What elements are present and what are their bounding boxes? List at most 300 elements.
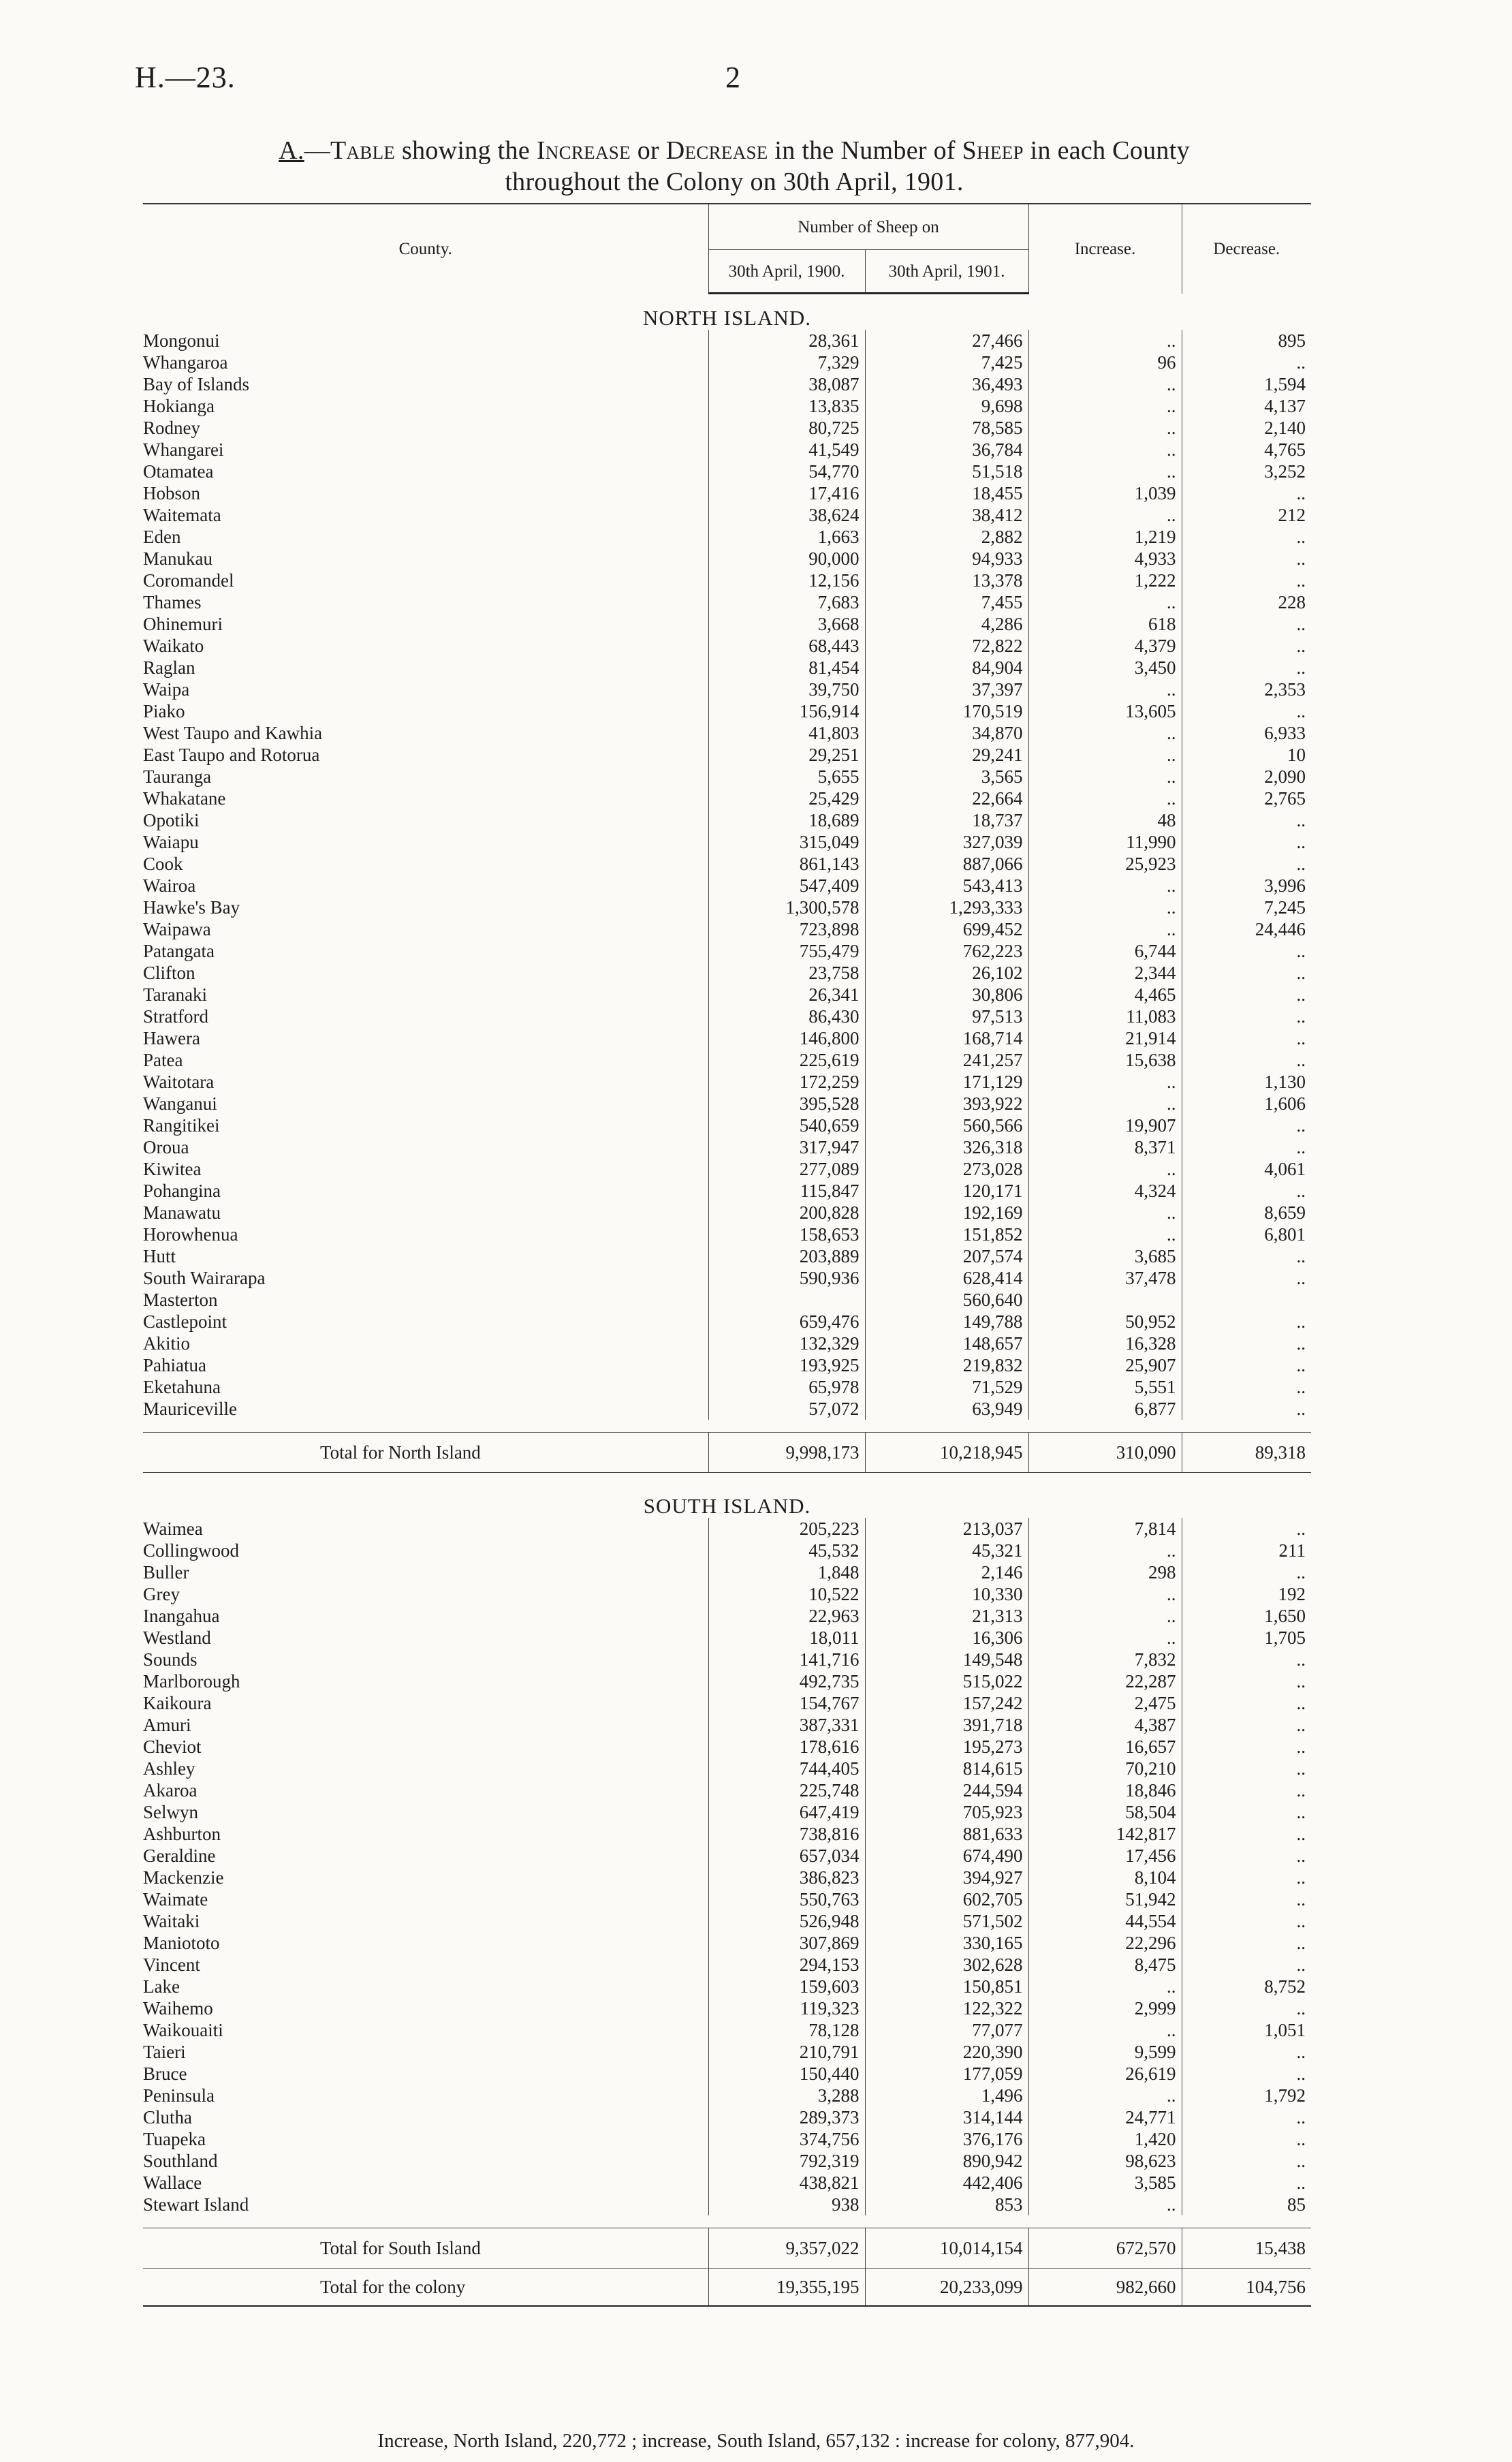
decrease-value: .. (1182, 1670, 1311, 1692)
increase-value: 142,817 (1028, 1823, 1182, 1845)
decrease-value: .. (1182, 1245, 1311, 1267)
county-name: Coromandel (143, 570, 234, 591)
increase-value: .. (1028, 417, 1182, 439)
table-row (143, 1354, 1311, 1376)
table-row (143, 1932, 1311, 1954)
sheep-1901: 78,585 (865, 417, 1028, 439)
sheep-1900: 159,603 (708, 1976, 865, 1997)
sheep-1900: 590,936 (708, 1267, 865, 1289)
county-name: Marlborough (143, 1670, 240, 1692)
increase-value: 4,933 (1028, 548, 1182, 570)
sheep-1901: 394,927 (865, 1867, 1028, 1888)
county-name: Cook (143, 853, 183, 874)
county-name: Ashburton (143, 1823, 221, 1844)
sheep-1900: 225,619 (708, 1049, 865, 1071)
total-1901: 10,014,154 (865, 2228, 1028, 2269)
increase-value: .. (1028, 439, 1182, 461)
table-row (143, 1692, 1311, 1714)
increase-value: 17,456 (1028, 1845, 1182, 1867)
sheep-1901: 45,321 (865, 1540, 1028, 1561)
county-name: Taieri (143, 2041, 186, 2062)
county-name: Hawke's Bay (143, 897, 240, 918)
sheep-1900: 738,816 (708, 1823, 865, 1845)
section-heading: NORTH ISLAND. (642, 306, 812, 330)
county-name: Geraldine (143, 1845, 216, 1866)
county-name: Waiapu (143, 831, 199, 852)
sheep-1901: 241,257 (865, 1049, 1028, 1071)
sheep-1900: 7,683 (708, 591, 865, 613)
sheep-1901: 151,852 (865, 1224, 1028, 1245)
table-row (143, 1649, 1311, 1670)
county-name: Selwyn (143, 1801, 198, 1822)
table-row (143, 591, 1311, 613)
increase-value: .. (1028, 1627, 1182, 1649)
sheep-1900: 41,803 (708, 722, 865, 744)
sheep-1900: 68,443 (708, 635, 865, 657)
table-title: A.—Table showing the Increase or Decrease in the Number of Sheep in each County throughout the Colony on 30th April, 1901. (135, 135, 1334, 198)
sheep-1901: 674,490 (865, 1845, 1028, 1867)
county-name: Stratford (143, 1006, 208, 1027)
sheep-1900: 12,156 (708, 570, 865, 591)
table-row (143, 1093, 1311, 1115)
sheep-1901: 213,037 (865, 1518, 1028, 1540)
increase-value: 13,605 (1028, 700, 1182, 722)
table-row (143, 613, 1311, 635)
sheep-1900: 158,653 (708, 1224, 865, 1245)
sheep-1900: 146,800 (708, 1027, 865, 1049)
decrease-value (1182, 1289, 1311, 1311)
table-row (143, 1071, 1311, 1093)
decrease-value: .. (1182, 1801, 1311, 1823)
total-label: Total for the colony (143, 2269, 708, 2307)
county-name: Whakatane (143, 788, 226, 809)
sheep-1900: 540,659 (708, 1115, 865, 1136)
sheep-1900: 547,409 (708, 875, 865, 897)
increase-value: 16,657 (1028, 1736, 1182, 1758)
increase-value: 37,478 (1028, 1267, 1182, 1289)
decrease-value: .. (1182, 984, 1311, 1006)
decrease-value: .. (1182, 1561, 1311, 1583)
increase-value: 11,083 (1028, 1006, 1182, 1027)
county-name: Manukau (143, 548, 212, 569)
table-row (143, 809, 1311, 831)
sheep-1900: 307,869 (708, 1932, 865, 1954)
decrease-value: .. (1182, 1692, 1311, 1714)
table-row (143, 1605, 1311, 1627)
table-row (143, 853, 1311, 875)
decrease-value: .. (1182, 1311, 1311, 1333)
increase-value: .. (1028, 1605, 1182, 1627)
decrease-value: 1,594 (1182, 373, 1311, 395)
county-name: Amuri (143, 1714, 191, 1735)
increase-value: .. (1028, 330, 1182, 352)
table-row (143, 526, 1311, 548)
increase-value: 44,554 (1028, 1910, 1182, 1932)
increase-value: 7,814 (1028, 1518, 1182, 1540)
county-name: Kaikoura (143, 1692, 212, 1713)
decrease-value: .. (1182, 613, 1311, 635)
sheep-1900: 23,758 (708, 962, 865, 984)
sheep-1900: 13,835 (708, 395, 865, 417)
sheep-1901: 2,882 (865, 526, 1028, 548)
county-name: Oroua (143, 1136, 189, 1157)
county-name: Waipa (143, 679, 190, 700)
decrease-value: 2,140 (1182, 417, 1311, 439)
sheep-1900: 65,978 (708, 1376, 865, 1398)
decrease-value: 4,765 (1182, 439, 1311, 461)
increase-value: 2,475 (1028, 1692, 1182, 1714)
decrease-value: .. (1182, 831, 1311, 853)
increase-value: .. (1028, 2085, 1182, 2106)
table-row (143, 1888, 1311, 1910)
number-of-sheep-header: Number of Sheep on (708, 204, 1028, 250)
sheep-1900: 289,373 (708, 2106, 865, 2128)
decrease-value: .. (1182, 1823, 1311, 1845)
sheep-1900: 1,300,578 (708, 897, 865, 918)
sheep-1900: 193,925 (708, 1354, 865, 1376)
county-name: Eketahuna (143, 1376, 221, 1397)
table-row (143, 1583, 1311, 1605)
sheep-1901: 149,548 (865, 1649, 1028, 1670)
decrease-value: .. (1182, 1136, 1311, 1158)
sheep-1900: 205,223 (708, 1518, 865, 1540)
table-row (143, 2150, 1311, 2172)
county-name: Otamatea (143, 461, 214, 482)
sheep-1901: 705,923 (865, 1801, 1028, 1823)
sheep-1900: 7,329 (708, 352, 865, 373)
sheep-1900: 38,624 (708, 504, 865, 526)
table-row (143, 940, 1311, 962)
decrease-value: .. (1182, 962, 1311, 984)
table-row (143, 373, 1311, 395)
county-name: Manawatu (143, 1202, 221, 1223)
increase-value: 6,744 (1028, 940, 1182, 962)
decrease-value: 2,090 (1182, 766, 1311, 788)
county-name: Vincent (143, 1954, 200, 1975)
increase-value: 1,420 (1028, 2128, 1182, 2150)
increase-value: 4,387 (1028, 1714, 1182, 1736)
table-row (143, 1823, 1311, 1845)
increase-value: 2,999 (1028, 1997, 1182, 2019)
decrease-value: 7,245 (1182, 897, 1311, 918)
decrease-value: .. (1182, 1867, 1311, 1888)
spacer (143, 1420, 1311, 1433)
county-name: West Taupo and Kawhia (143, 722, 323, 743)
sheep-1901: 515,022 (865, 1670, 1028, 1692)
sheep-1900: 203,889 (708, 1245, 865, 1267)
table-row (143, 1518, 1311, 1540)
table-row (143, 1333, 1311, 1354)
increase-value: 618 (1028, 613, 1182, 635)
county-name: Hutt (143, 1245, 176, 1266)
sheep-1900: 57,072 (708, 1398, 865, 1420)
decrease-value: .. (1182, 940, 1311, 962)
increase-value: 48 (1028, 809, 1182, 831)
county-name: Clifton (143, 962, 195, 983)
county-name: Horowhenua (143, 1224, 238, 1245)
sheep-1900: 132,329 (708, 1333, 865, 1354)
total-decrease: 104,756 (1182, 2269, 1311, 2307)
sheep-1901: 71,529 (865, 1376, 1028, 1398)
sheep-1900: 387,331 (708, 1714, 865, 1736)
increase-value: 24,771 (1028, 2106, 1182, 2128)
sheep-1900: 38,087 (708, 373, 865, 395)
increase-header: Increase. (1028, 204, 1182, 294)
county-name: Akaroa (143, 1779, 198, 1801)
increase-value: .. (1028, 1583, 1182, 1605)
county-name: Taranaki (143, 984, 208, 1005)
sheep-1900: 154,767 (708, 1692, 865, 1714)
sheep-1901: 314,144 (865, 2106, 1028, 2128)
decrease-value: .. (1182, 2172, 1311, 2194)
increase-value: 6,877 (1028, 1398, 1182, 1420)
colony-total-row (143, 2269, 1311, 2307)
increase-value: .. (1028, 1093, 1182, 1115)
county-name: Mackenzie (143, 1867, 224, 1888)
sheep-1901: 376,176 (865, 2128, 1028, 2150)
increase-value: .. (1028, 2019, 1182, 2041)
decrease-value: .. (1182, 809, 1311, 831)
county-name: Rangitikei (143, 1115, 220, 1136)
decrease-value: .. (1182, 1115, 1311, 1136)
sheep-1901: 77,077 (865, 2019, 1028, 2041)
sheep-1900: 210,791 (708, 2041, 865, 2063)
sheep-1901: 13,378 (865, 570, 1028, 591)
sheep-1901: 122,322 (865, 1997, 1028, 2019)
total-1900: 19,355,195 (708, 2269, 865, 2307)
county-name: Tauranga (143, 766, 212, 787)
section-heading-row (143, 294, 1311, 330)
sheep-1901: 16,306 (865, 1627, 1028, 1649)
increase-value: 4,324 (1028, 1180, 1182, 1202)
decrease-value: .. (1182, 548, 1311, 570)
sheep-1900: 141,716 (708, 1649, 865, 1670)
increase-value: 11,990 (1028, 831, 1182, 853)
sheep-1900: 81,454 (708, 657, 865, 679)
sheep-1900: 374,756 (708, 2128, 865, 2150)
sheep-1901: 27,466 (865, 330, 1028, 352)
sheep-1901: 29,241 (865, 744, 1028, 766)
county-name: Peninsula (143, 2085, 215, 2106)
decrease-value: .. (1182, 1758, 1311, 1779)
table-row (143, 1311, 1311, 1333)
increase-value: 70,210 (1028, 1758, 1182, 1779)
sheep-1901: 26,102 (865, 962, 1028, 984)
county-name: Waihemo (143, 1997, 213, 2019)
table-row (143, 1027, 1311, 1049)
table-row (143, 1267, 1311, 1289)
sheep-1901: 219,832 (865, 1354, 1028, 1376)
county-name: Waitemata (143, 504, 221, 525)
table-row (143, 635, 1311, 657)
table-row (143, 395, 1311, 417)
increase-value: 8,475 (1028, 1954, 1182, 1976)
sheep-1901: 393,922 (865, 1093, 1028, 1115)
sheep-1901: 36,784 (865, 439, 1028, 461)
county-name: Pahiatua (143, 1354, 206, 1375)
county-header: County. (143, 204, 708, 294)
increase-value: .. (1028, 461, 1182, 482)
decrease-value: .. (1182, 1736, 1311, 1758)
spacer-row (143, 1420, 1311, 1433)
table-row (143, 1202, 1311, 1224)
table-row (143, 1006, 1311, 1027)
decrease-value: .. (1182, 1932, 1311, 1954)
table-row (143, 1180, 1311, 1202)
sheep-1900: 526,948 (708, 1910, 865, 1932)
table-row (143, 875, 1311, 897)
county-name: East Taupo and Rotorua (143, 744, 320, 765)
title-line-2: throughout the Colony on 30th April, 1901. (505, 168, 964, 196)
table-row (143, 1801, 1311, 1823)
sheep-1900: 86,430 (708, 1006, 865, 1027)
sheep-1901: 442,406 (865, 2172, 1028, 2194)
footer-note: Increase, North Island, 220,772 ; increase, South Island, 657,132 : increase for colony, 877,904. (377, 2430, 1135, 2452)
table-row (143, 1670, 1311, 1692)
table-row (143, 1115, 1311, 1136)
decrease-value: .. (1182, 1888, 1311, 1910)
table-row (143, 1540, 1311, 1561)
total-1901: 10,218,945 (865, 1433, 1028, 1473)
sheep-1901: 171,129 (865, 1071, 1028, 1093)
table-row (143, 897, 1311, 918)
sheep-1901: 22,664 (865, 788, 1028, 809)
county-name: Waikouaiti (143, 2019, 223, 2040)
sheep-1901: 628,414 (865, 1267, 1028, 1289)
decrease-value: .. (1182, 482, 1311, 504)
table-row (143, 1714, 1311, 1736)
sheep-1901: 853 (865, 2194, 1028, 2215)
decrease-value: .. (1182, 352, 1311, 373)
sheep-1900: 5,655 (708, 766, 865, 788)
decrease-value: 8,752 (1182, 1976, 1311, 1997)
increase-value: 21,914 (1028, 1027, 1182, 1049)
increase-value: 2,344 (1028, 962, 1182, 984)
decrease-value: 1,130 (1182, 1071, 1311, 1093)
title-letter: A. (279, 136, 304, 165)
county-name: Waitotara (143, 1071, 215, 1092)
increase-value: .. (1028, 591, 1182, 613)
sheep-1900: 150,440 (708, 2063, 865, 2085)
county-name: Pohangina (143, 1180, 221, 1201)
table-row (143, 1779, 1311, 1801)
sheep-1901: 302,628 (865, 1954, 1028, 1976)
county-name: Ohinemuri (143, 613, 223, 634)
table-row (143, 1158, 1311, 1180)
increase-value: 3,585 (1028, 2172, 1182, 2194)
county-name: Maniototo (143, 1932, 220, 1953)
county-name: Southland (143, 2150, 218, 2171)
county-name: Wallace (143, 2172, 202, 2193)
sheep-1901: 881,633 (865, 1823, 1028, 1845)
table-row (143, 1954, 1311, 1976)
decrease-value: .. (1182, 1845, 1311, 1867)
county-name: Waipawa (143, 918, 211, 939)
increase-value: 98,623 (1028, 2150, 1182, 2172)
increase-value: .. (1028, 744, 1182, 766)
increase-value: 3,450 (1028, 657, 1182, 679)
increase-value: .. (1028, 1976, 1182, 1997)
sheep-1901: 149,788 (865, 1311, 1028, 1333)
increase-value: 4,379 (1028, 635, 1182, 657)
increase-value: .. (1028, 1224, 1182, 1245)
table-row (143, 1049, 1311, 1071)
decrease-value: 3,252 (1182, 461, 1311, 482)
sheep-1900: 41,549 (708, 439, 865, 461)
sheep-1900: 25,429 (708, 788, 865, 809)
decrease-value: .. (1182, 2063, 1311, 2085)
table-row (143, 1224, 1311, 1245)
county-name: Sounds (143, 1649, 198, 1670)
county-name: Patea (143, 1049, 183, 1070)
increase-value: 3,685 (1028, 1245, 1182, 1267)
decrease-value: 85 (1182, 2194, 1311, 2215)
increase-value: .. (1028, 679, 1182, 700)
table-row (143, 918, 1311, 940)
decrease-value: 2,765 (1182, 788, 1311, 809)
sheep-1900: 26,341 (708, 984, 865, 1006)
county-name: Lake (143, 1976, 180, 1997)
decrease-value: .. (1182, 2041, 1311, 2063)
sheep-1900: 317,947 (708, 1136, 865, 1158)
section-heading-row (143, 1473, 1311, 1518)
sheep-1901: 273,028 (865, 1158, 1028, 1180)
sheep-1900: 178,616 (708, 1736, 865, 1758)
sheep-1901: 120,171 (865, 1180, 1028, 1202)
county-name: Collingwood (143, 1540, 240, 1561)
county-name: Ashley (143, 1758, 195, 1779)
north-total-row (143, 1433, 1311, 1473)
sheep-1900: 45,532 (708, 1540, 865, 1561)
sheep-1901: 51,518 (865, 461, 1028, 482)
decrease-value: 212 (1182, 504, 1311, 526)
table-row (143, 330, 1311, 352)
sheep-1900: 294,153 (708, 1954, 865, 1976)
decrease-value: .. (1182, 2106, 1311, 2128)
increase-value: .. (1028, 918, 1182, 940)
sheep-1901: 192,169 (865, 1202, 1028, 1224)
increase-value (1028, 1289, 1182, 1311)
increase-value: 1,219 (1028, 526, 1182, 548)
table-row (143, 788, 1311, 809)
increase-value: 16,328 (1028, 1333, 1182, 1354)
total-increase: 982,660 (1028, 2269, 1182, 2307)
sheep-1901: 327,039 (865, 831, 1028, 853)
sheep-1900: 3,288 (708, 2085, 865, 2106)
sheep-1900: 492,735 (708, 1670, 865, 1692)
county-name: Hawera (143, 1027, 200, 1048)
table-row (143, 1398, 1311, 1420)
sheep-1901: 195,273 (865, 1736, 1028, 1758)
county-name: Bruce (143, 2063, 187, 2084)
section-heading: SOUTH ISLAND. (643, 1494, 811, 1518)
sheep-1901: 7,425 (865, 352, 1028, 373)
increase-value: 25,907 (1028, 1354, 1182, 1376)
sheep-1901: 37,397 (865, 679, 1028, 700)
table-row (143, 657, 1311, 679)
south-total-row (143, 2228, 1311, 2269)
sheep-1900: 78,128 (708, 2019, 865, 2041)
total-label: Total for South Island (143, 2228, 708, 2269)
sheep-1900: 115,847 (708, 1180, 865, 1202)
decrease-value: .. (1182, 1398, 1311, 1420)
table-row (143, 2106, 1311, 2128)
sheep-1900: 647,419 (708, 1801, 865, 1823)
decrease-value: 1,705 (1182, 1627, 1311, 1649)
increase-value: .. (1028, 1071, 1182, 1093)
increase-value: 1,222 (1028, 570, 1182, 591)
decrease-value: .. (1182, 1180, 1311, 1202)
